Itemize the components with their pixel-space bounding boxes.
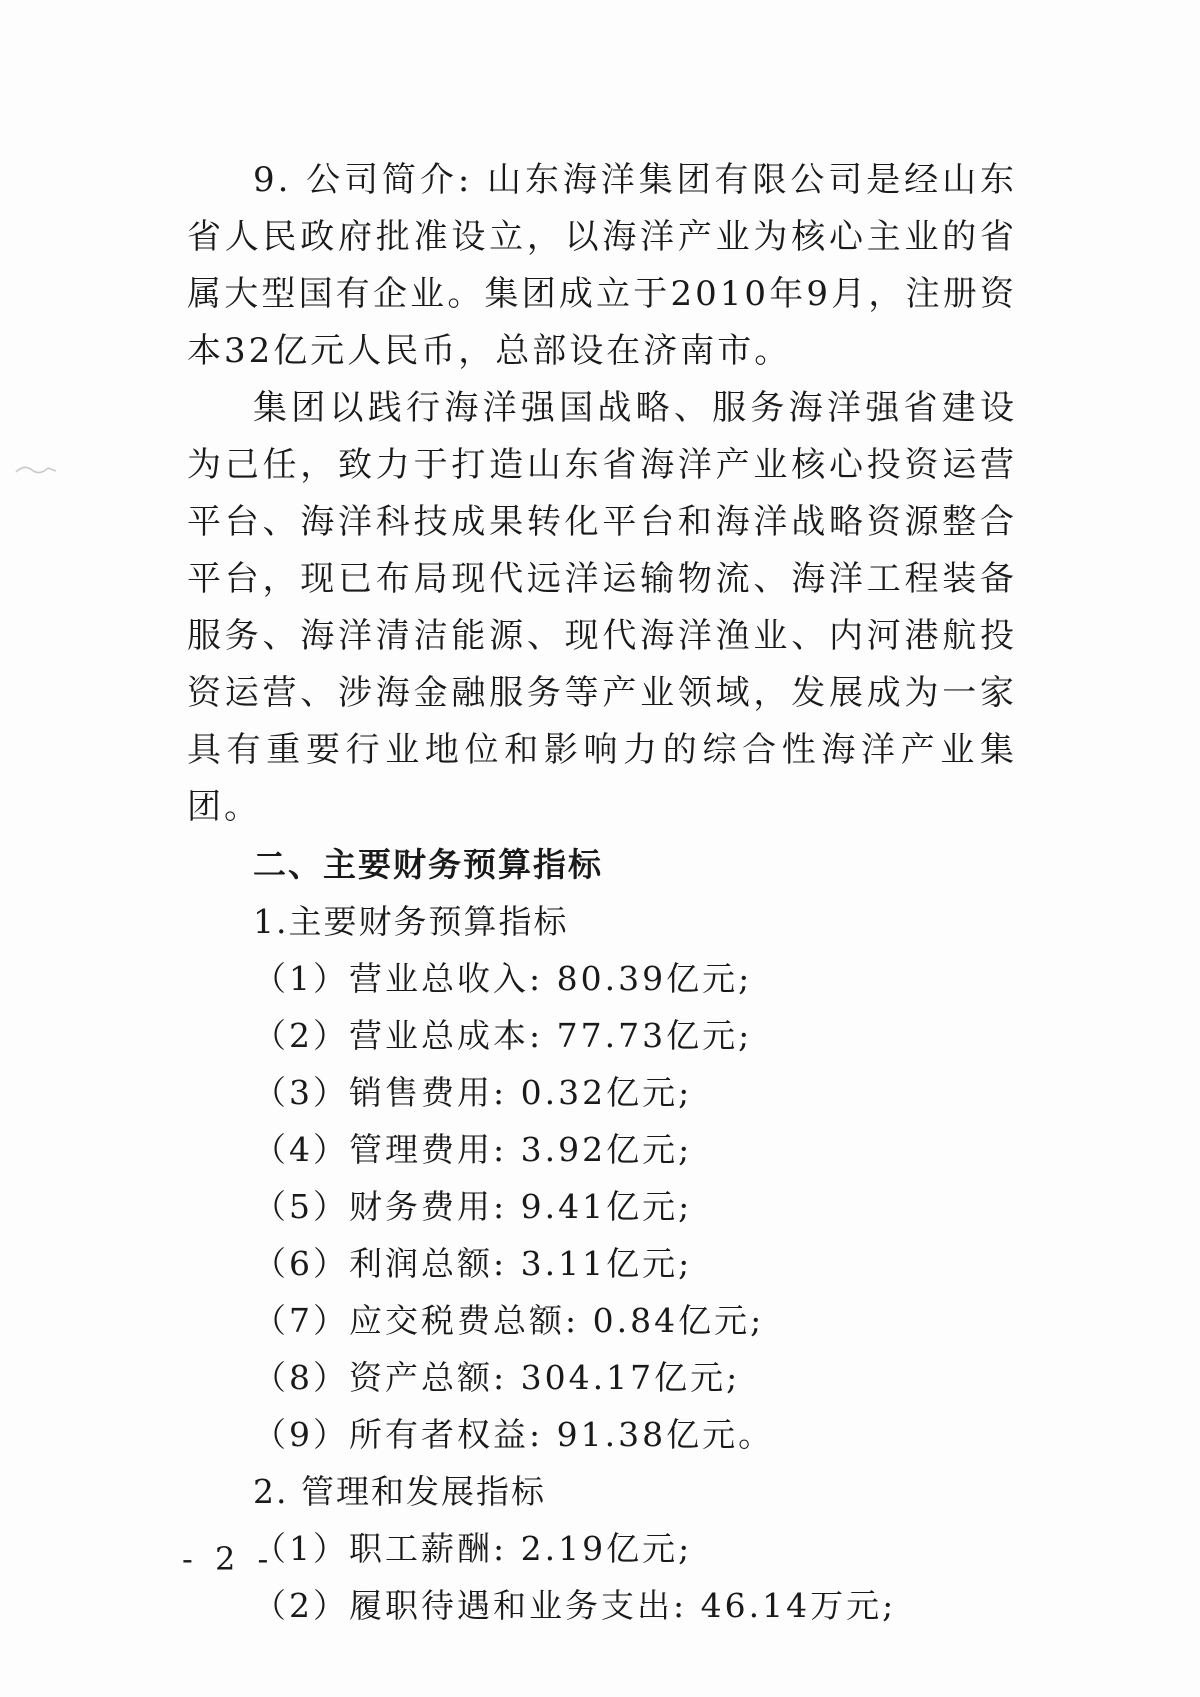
section-heading: 二、主要财务预算指标 xyxy=(253,845,603,884)
management-indicators-heading: 2. 管理和发展指标 xyxy=(253,1472,546,1511)
list-item: （7）应交税费总额: 0.84亿元; xyxy=(253,1301,765,1340)
list-item: （4）管理费用: 3.92亿元; xyxy=(253,1130,693,1169)
management-indicators-list xyxy=(187,1520,1017,1634)
group-strategy-paragraph: 集团以践行海洋强国战略、服务海洋强省建设为己任，致力于打造山东省海洋产业核心投资运营平台、海洋科技成果转化平台和海洋战略资源整合平台，现已布局现代远洋运输物流、海洋工程装备服务、海洋清洁能源、现代海洋渔业、内河港航投资运营、涉海金融服务等产业领域，发展成为一家具有重要行业地位和影响力的综合性海洋产业集团。 xyxy=(187,388,1017,827)
document-body xyxy=(187,152,1017,1634)
scan-artifact-mark xyxy=(14,462,58,476)
company-profile-paragraph: 9. 公司简介: 山东海洋集团有限公司是经山东省人民政府批准设立，以海洋产业为核心主业的省属大型国有企业。集团成立于2010年9月，注册资本32亿元人民币，总部设在济南市。 xyxy=(187,160,1017,371)
list-item: （1）营业总收入: 80.39亿元; xyxy=(253,959,753,998)
list-item: （2）履职待遇和业务支出: 46.14万元; xyxy=(253,1586,897,1625)
list-item: （1）职工薪酬: 2.19亿元; xyxy=(253,1529,693,1568)
list-item: （9）所有者权益: 91.38亿元。 xyxy=(253,1415,775,1454)
page-number: - 2 - xyxy=(182,1540,275,1578)
list-item: （8）资产总额: 304.17亿元; xyxy=(253,1358,741,1397)
list-item: （5）财务费用: 9.41亿元; xyxy=(253,1187,693,1226)
list-item: （2）营业总成本: 77.73亿元; xyxy=(253,1016,753,1055)
list-item: （3）销售费用: 0.32亿元; xyxy=(253,1073,693,1112)
financial-indicators-list xyxy=(187,950,1017,1463)
list-item: （6）利润总额: 3.11亿元; xyxy=(253,1244,693,1283)
financial-indicators-heading: 1.主要财务预算指标 xyxy=(253,902,569,941)
